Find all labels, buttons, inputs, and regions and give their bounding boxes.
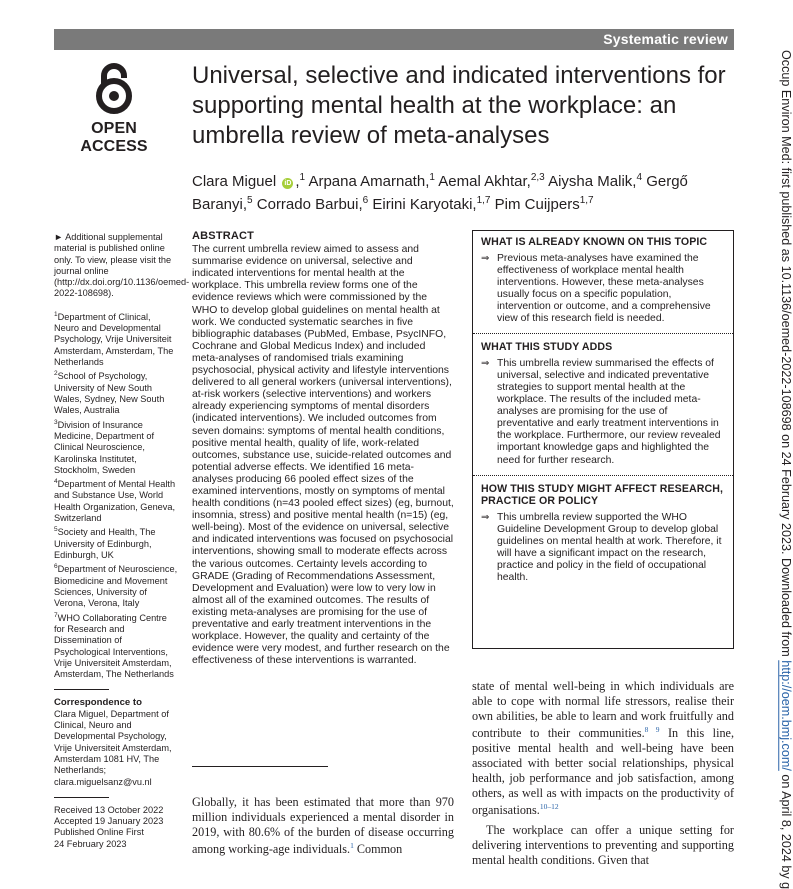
published-label: Published Online First [54, 827, 144, 838]
open-access-label: OPEN ACCESS [80, 120, 148, 155]
author-affil-ref: 6 [362, 195, 369, 206]
abstract-divider [192, 766, 328, 767]
body-paragraph: The workplace can offer a unique setting for delivering interventions to preventing and supporting mental health conditions. Given that [472, 823, 734, 867]
received-date: Received 13 October 2022 [54, 804, 164, 815]
download-margin-note: Occup Environ Med: first published as 10.1136/oemed-2022-108698 on 24 February 2023. Downloaded from http://oem.bmj.com/ on April 8, 2024 by g [779, 50, 793, 889]
author-affil-ref: 4 [636, 172, 643, 183]
author-name[interactable]: Aemal Akhtar, [438, 173, 531, 190]
double-arrow-icon: ⇒ [481, 357, 490, 369]
section-label: Systematic review [603, 31, 728, 47]
abstract-heading: ABSTRACT [192, 230, 255, 242]
affiliation-list [54, 309, 178, 681]
box-bullet [481, 253, 725, 326]
body-text-column-2 [472, 679, 734, 868]
author-name[interactable]: Aiysha Malik, [548, 173, 637, 190]
author-affil-ref: 5 [247, 195, 253, 206]
affiliation: $^6$Department of Neuroscience, Biomedicine and Movement Sciences, University of Verona, Verona, Italy [54, 563, 178, 609]
author-name[interactable]: Eirini Karyotaki, [372, 196, 477, 213]
sidebar-divider [54, 689, 109, 690]
author-affil-ref: 1,7 [579, 195, 594, 206]
key-messages-box [472, 230, 734, 649]
reference-link[interactable]: 1 [350, 841, 354, 851]
affiliation: $^3$Division of Insurance Medicine, Department of Clinical Neuroscience, Karolinska Institutet, Stockholm, Sweden [54, 418, 155, 475]
body-paragraph: Globally, it has been estimated that more than 970 million individuals experienced a mental disorder in 2019, with 80.6% of the burden of disease occurring among working-age individuals. [192, 795, 454, 857]
double-arrow-icon: ⇒ [481, 511, 490, 523]
affiliation: $^1$Department of Clinical, Neuro and Developmental Psychology, Vrije Universiteit Amsterdam, Amsterdam, The Netherlands [54, 310, 174, 368]
abstract-text: The current umbrella review aimed to assess and summarise evidence on universal, selective and indicated interventions for mental health at the workplace. This umbrella review forms one of the evidence reviews which were commissioned by the WHO to develop global guidelines on mental health at work. We conducted systematic searches in five bibliographic databases (PubMed, Embase, PsycINFO, Cochrane and Global Medicus Index) and included meta-analyses of randomised trials examining psychosocial, physical activity and lifestyle interventions delivered to all general workers (universal interventions), at-risk workers (selective interventions) and workers already experiencing symptoms of mental disorders (indicated interventions). We included outcomes from seven domains: symptoms of mental health conditions, positive mental health, quality of life, work-related outcomes, substance use, suicide-related outcomes and potential adverse effects. We identified 16 meta-analyses producing 66 pooled effect sizes of the examined interventions, mostly on symptoms of mental health conditions (n=43 pooled effect sizes) (eg, burnout, insomnia, stress) and positive mental health (n=15) (eg, well-being). Most of the evidence on universal, selective and indicated interventions was focused on psychosocial interventions, showing small to moderate effects across the various outcomes. Certainty levels according to GRADE (Grading of Recommendations Assessment, Development and Evaluation) were low to very low in almost all of the examined outcomes. The results of existing meta-analyses are promising for the use of preventative and early treatment interventions in the workplace. However, the quality and certainty of the evidence were very modest, and further research on the effectiveness of these interventions is warranted. [192, 244, 454, 667]
box-divider [473, 475, 733, 476]
box-divider [473, 333, 733, 334]
double-arrow-icon: ⇒ [481, 252, 490, 264]
article-title: Universal, selective and indicated interventions for supporting mental health at the workplace: an umbrella review of meta-analyses [192, 62, 726, 149]
reference-link[interactable]: 10–12 [539, 802, 559, 812]
author-affil-ref: 1 [429, 172, 435, 183]
box-bullet-text: Previous meta-analyses have examined the effectiveness of workplace mental health interventions. However, these meta-analyses usually focus on a specific population, intervention or outcome, and a comprehensive view of this research field is needed. [497, 252, 711, 325]
section-banner [54, 29, 734, 50]
supplemental-note[interactable]: ► Additional supplemental material is published online only. To view, please visit the journal online (http://dx.doi.org/10.1136/oemed-2022-108698). [54, 232, 190, 299]
author-name[interactable]: Pim Cuijpers [494, 196, 580, 213]
author-name[interactable]: Arpana Amarnath, [308, 173, 430, 190]
box-heading: WHAT THIS STUDY ADDS [481, 341, 613, 354]
open-access-badge [62, 62, 166, 156]
author-affil-ref: 1 [299, 172, 306, 183]
open-access-lock-icon [92, 62, 136, 114]
publication-dates [54, 805, 178, 850]
orcid-icon[interactable]: iD [284, 180, 292, 187]
box-bullet [481, 358, 725, 467]
box-heading: HOW THIS STUDY MIGHT AFFECT RESEARCH, PRACTICE OR POLICY [481, 482, 724, 508]
published-date: 24 February 2023 [54, 838, 127, 849]
author-list: Clara Miguel iD ,$^1$ Arpana Amarnath,$^1$ Aemal Akhtar,$^{2,3}$ Aiysha Malik,$^4$ Gergő Baranyi,$^5$ Corrado Barbui,$^6$ Eirini Karyotaki,$^{1,7}$ Pim Cuijpers$^{1,7}$ [192, 172, 688, 213]
sidebar-divider [54, 797, 109, 798]
author-affil-ref: 1,7 [476, 195, 491, 206]
affiliation: $^7$WHO Collaborating Centre for Research and Dissemination of Psychological Interventions, Vrije Universiteit Amsterdam, Amsterdam, The Netherlands [54, 611, 174, 680]
body-paragraph: state of mental well-being in which individuals are able to cope with normal life stressors, realise their own abilities, be able to learn and work fruitfully and contribute to their communities.$^{8 9}$ In this line, positive mental health and well-being have been associated with better social relationships, physical health, job performance and job satisfaction, among others, as well as with impacts on the productivity of organisations.$^{10-12}$ [472, 679, 735, 818]
abstract-section [192, 230, 454, 667]
accepted-date: Accepted 19 January 2023 [54, 816, 164, 827]
box-bullet-text: This umbrella review summarised the effects of universal, selective and indicated preventative strategies to support mental health at the workplace. The results of the included meta-analyses are promising for the use of preventative and early treatment interventions in the workplace. Furthermore, our review revealed important knowledge gaps and highlighted the need for further research. [497, 357, 721, 466]
box-bullet [481, 512, 725, 585]
author-name[interactable]: Clara Miguel [192, 173, 277, 190]
author-affil-ref: 2,3 [530, 172, 545, 183]
body-text-column-1: Globally, it has been estimated that more than 970 million individuals experienced a mental disorder in 2019, with 80.6% of the burden of disease occurring among working-age individuals.$^1$ Common [192, 795, 454, 857]
box-bullet-text: This umbrella review supported the WHO Guideline Development Group to develop global guidelines on mental health at work. Therefore, it will have a significant impact on the research, practice and policy in the field of occupational health. [497, 511, 722, 584]
affiliation: $^5$Society and Health, The University of Edinburgh, Edinburgh, UK [54, 526, 156, 561]
reference-link[interactable]: 8 9 [644, 725, 660, 735]
box-heading: WHAT IS ALREADY KNOWN ON THIS TOPIC [481, 236, 708, 248]
author-name[interactable]: Gergő Baranyi, [192, 173, 688, 213]
correspondence-details: Clara Miguel, Department of Clinical, Neuro and Developmental Psychology, Vrije Universiteit Amsterdam, Amsterdam 1081 HV, The Netherlands; clara.miguelsanz@vu.nl [54, 708, 172, 787]
journal-link[interactable]: http://oem.bmj.com/ [779, 660, 793, 771]
correspondence-heading: Correspondence to [54, 697, 142, 709]
author-name[interactable]: Corrado Barbui, [256, 196, 363, 213]
affiliation: $^4$Department of Mental Health and Substance Use, World Health Organization, Geneva, Switzerland [54, 478, 176, 524]
affiliation: $^2$School of Psychology, University of New South Wales, Sydney, New South Wales, Australia [54, 370, 165, 416]
article-sidebar [54, 232, 190, 850]
